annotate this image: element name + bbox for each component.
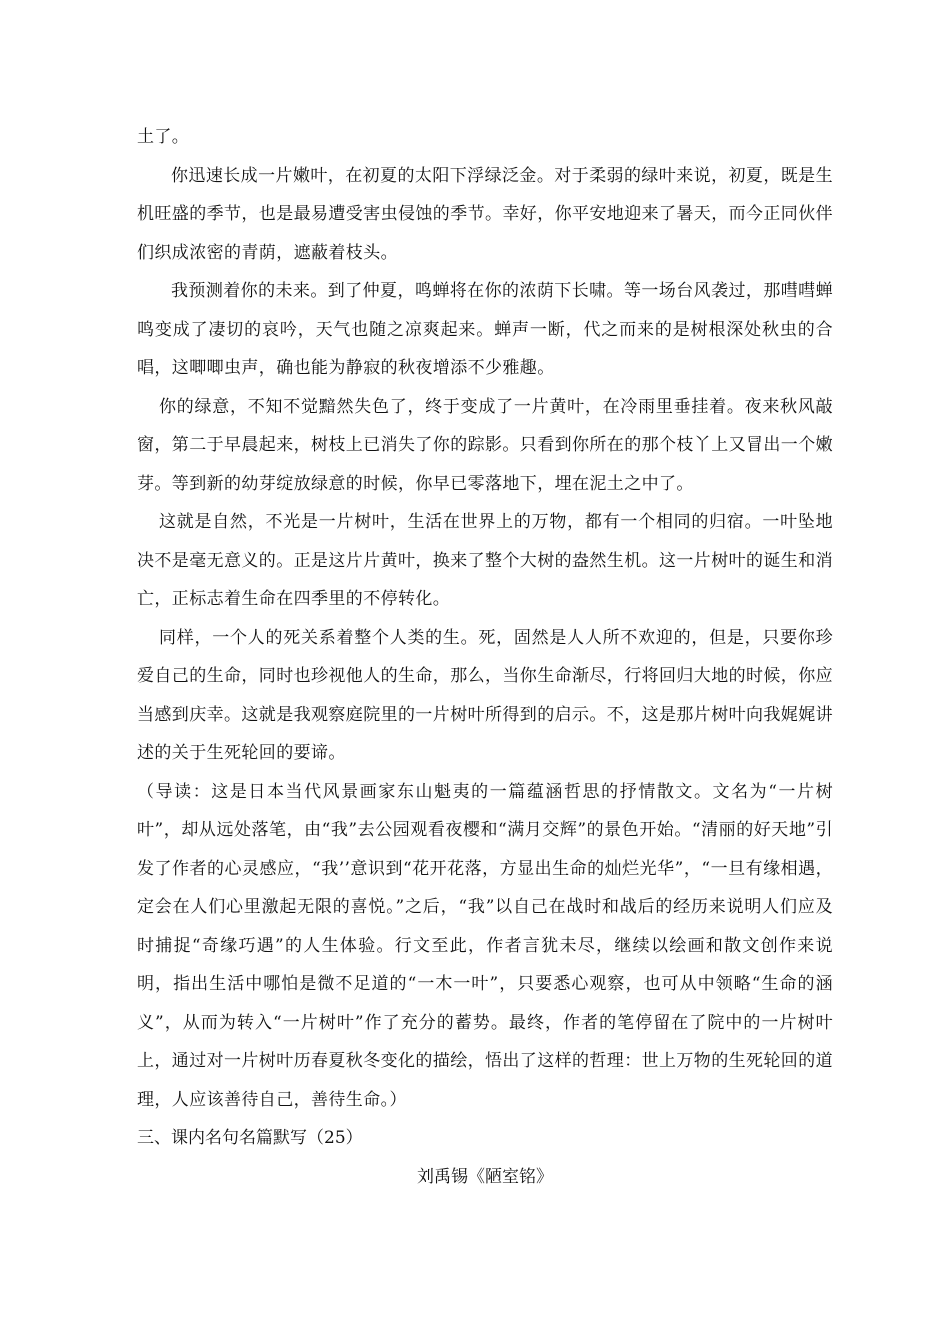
paragraph-continuation: 土了。 <box>137 127 190 147</box>
paragraph-tender-leaf: 你迅速长成一片嫩叶，在初夏的太阳下浮绿泛金。对于柔弱的绿叶来说，初夏，既是生机旺盛的季节，也是最易遭受害虫侵蚀的季节。幸好，你平安地迎来了暑天，而今正同伙伴们织成浓密的青荫，遮蔽着枝头。 <box>137 165 833 263</box>
section-title: 三、课内名句名篇默写（25） <box>137 1128 363 1148</box>
paragraph-future: 我预测着你的未来。到了仲夏，鸣蝉将在你的浓荫下长啸。等一场台风袭过，那嘒嘒蝉鸣变成了凄切的哀吟，天气也随之凉爽起来。蝉声一断，代之而来的是树根深处秋虫的合唱，这唧唧虫声，确也能为静寂的秋夜增添不少雅趣。 <box>137 281 833 378</box>
paragraph-nature: 这就是自然，不光是一片树叶，生活在世界上的万物，都有一个相同的归宿。一叶坠地决不是毫无意义的。正是这片片黄叶，换来了整个大树的盎然生机。这一片树叶的诞生和消亡，正标志着生命在四季里的不停转化。 <box>137 512 833 609</box>
document-page <box>137 118 833 1196</box>
reading-guide: （导读：这是日本当代风景画家东山魁夷的一篇蕴涵哲思的抒情散文。文名为“一片树叶”，却从远处落笔，由“我”去公园观看夜樱和“满月交辉”的景色开始。“清丽的好天地”引发了作者的心灵感应，“我’’意识到“花开花落，方显出生命的灿烂光华”，“一旦有缘相遇，定会在人们心里激起无限的喜悦。”之后，“我”以自己在战时和战后的经历来说明人们应及时捕捉“奇缘巧遇”的人生体验。行文至此，作者言犹未尽，继续以绘画和散文创作来说明，指出生活中哪怕是微不足道的“一木一叶”，只要悉心观察，也可从中领略“生命的涵义”，从而为转入“一片树叶”作了充分的蓄势。最终，作者的笔停留在了院中的一片树叶上，通过对一片树叶历春夏秋冬变化的描绘，悟出了这样的哲理：世上万物的生死轮回的道理，人应该善待自己，善待生命。） <box>137 781 833 1110</box>
poem-title: 刘禹锡《陋室铭》 <box>417 1166 553 1187</box>
paragraph-yellow-leaf: 你的绿意，不知不觉黯然失色了，终于变成了一片黄叶，在冷雨里垂挂着。夜来秋风敲窗，第二于早晨起来，树枝上已消失了你的踪影。只看到你所在的那个枝丫上又冒出一个嫩芽。等到新的幼芽绽放绿意的时候，你早已零落地下，埋在泥土之中了。 <box>137 396 833 494</box>
paragraph-life-death: 同样，一个人的死关系着整个人类的生。死，固然是人人所不欢迎的，但是，只要你珍爱自己的生命，同时也珍视他人的生命，那么，当你生命渐尽，行将回归大地的时候，你应当感到庆幸。这就是我观察庭院里的一片树叶所得到的启示。不，这是那片树叶向我娓娓讲述的关于生死轮回的要谛。 <box>137 627 833 763</box>
